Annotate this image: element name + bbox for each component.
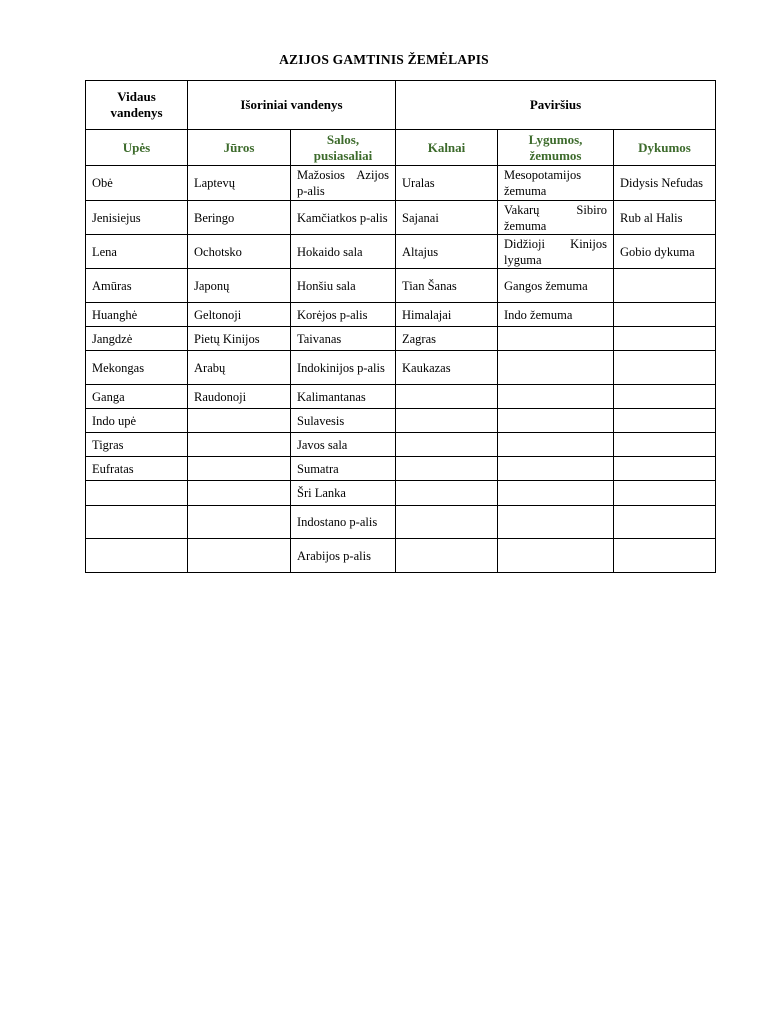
table-cell [498, 481, 614, 506]
table-cell [498, 457, 614, 481]
table-row [86, 506, 716, 539]
table-cell [498, 506, 614, 539]
table-cell: Gangos žemuma [498, 269, 614, 303]
table-cell: Raudonoji [188, 385, 291, 409]
table-cell [188, 506, 291, 539]
table-cell [188, 457, 291, 481]
table-cell [614, 539, 716, 573]
table-cell: Taivanas [291, 327, 396, 351]
table-row [86, 269, 716, 303]
table-cell: Kamčiatkos p-alis [291, 201, 396, 235]
table-cell: Ganga [86, 385, 188, 409]
document-title: AZIJOS GAMTINIS ŽEMĖLAPIS [279, 52, 489, 67]
table-cell [396, 457, 498, 481]
table-row [86, 327, 716, 351]
table-cell: Mažosios Azijos p-alis [291, 166, 396, 201]
table-cell: Didysis Nefudas [614, 166, 716, 201]
table-cell: Indo žemuma [498, 303, 614, 327]
table-row [86, 481, 716, 506]
table-cell [614, 433, 716, 457]
table-cell: Sajanai [396, 201, 498, 235]
column-header-rivers: Upės [86, 130, 188, 166]
table-cell [396, 433, 498, 457]
table-cell [86, 481, 188, 506]
table-row [86, 457, 716, 481]
table-cell: Rub al Halis [614, 201, 716, 235]
table-cell [614, 409, 716, 433]
table-cell: Korėjos p-alis [291, 303, 396, 327]
group-header-outer-waters: Išoriniai vandenys [188, 81, 396, 130]
table-cell: Uralas [396, 166, 498, 201]
table-cell [188, 539, 291, 573]
table-cell [396, 539, 498, 573]
group-header-inner-waters: Vidaus vandenys [86, 81, 188, 130]
table-cell: Pietų Kinijos [188, 327, 291, 351]
table-cell: Mekongas [86, 351, 188, 385]
asia-geography-table [85, 80, 716, 573]
table-cell [86, 539, 188, 573]
column-header-deserts: Dykumos [614, 130, 716, 166]
table-cell [614, 303, 716, 327]
table-cell: Sumatra [291, 457, 396, 481]
table-cell [396, 385, 498, 409]
table-cell: Gobio dykuma [614, 235, 716, 269]
table-cell: Tian Šanas [396, 269, 498, 303]
table-cell: Beringo [188, 201, 291, 235]
table-cell [614, 269, 716, 303]
table-cell [614, 506, 716, 539]
table-cell: Indokinijos p-alis [291, 351, 396, 385]
table-row [86, 303, 716, 327]
table-row [86, 385, 716, 409]
table-row [86, 166, 716, 201]
table-cell: Zagras [396, 327, 498, 351]
table-cell [498, 433, 614, 457]
table-cell [188, 433, 291, 457]
table-cell: Sulavesis [291, 409, 396, 433]
table-cell: Tigras [86, 433, 188, 457]
table-cell [614, 385, 716, 409]
group-header-surface: Paviršius [396, 81, 716, 130]
table-cell: Geltonoji [188, 303, 291, 327]
table-cell: Arabijos p-alis [291, 539, 396, 573]
table-cell: Laptevų [188, 166, 291, 201]
table-row [86, 433, 716, 457]
table-cell: Šri Lanka [291, 481, 396, 506]
table-cell [396, 409, 498, 433]
table-cell: Kalimantanas [291, 385, 396, 409]
table-cell: Arabų [188, 351, 291, 385]
table-cell: Himalajai [396, 303, 498, 327]
table-cell [498, 409, 614, 433]
column-header-mountains: Kalnai [396, 130, 498, 166]
table-cell [614, 481, 716, 506]
table-cell [498, 351, 614, 385]
table-cell: Altajus [396, 235, 498, 269]
table-cell: Vakarų Sibiro žemuma [498, 201, 614, 235]
table-cell: Kaukazas [396, 351, 498, 385]
table-cell: Lena [86, 235, 188, 269]
table-cell: Indo upė [86, 409, 188, 433]
group-header-row [86, 81, 716, 130]
table-cell [498, 539, 614, 573]
table-cell: Huanghė [86, 303, 188, 327]
table-cell: Amūras [86, 269, 188, 303]
column-header-lowlands: Lygumos, žemumos [498, 130, 614, 166]
table-cell: Indostano p-alis [291, 506, 396, 539]
table-cell: Didžioji Kinijos lyguma [498, 235, 614, 269]
table-cell [498, 385, 614, 409]
table-cell [614, 457, 716, 481]
table-cell [614, 351, 716, 385]
table-cell [86, 506, 188, 539]
column-header-row [86, 130, 716, 166]
table-row [86, 539, 716, 573]
table-cell: Jangdzė [86, 327, 188, 351]
column-header-seas: Jūros [188, 130, 291, 166]
table-cell: Javos sala [291, 433, 396, 457]
table-row [86, 351, 716, 385]
table-cell [614, 327, 716, 351]
table-cell [498, 327, 614, 351]
table-cell [396, 481, 498, 506]
table-cell [396, 506, 498, 539]
table-cell [188, 409, 291, 433]
table-cell: Japonų [188, 269, 291, 303]
table-cell [188, 481, 291, 506]
table-cell: Eufratas [86, 457, 188, 481]
table-cell: Jenisiejus [86, 201, 188, 235]
table-row [86, 409, 716, 433]
table-row [86, 235, 716, 269]
table-cell: Honšiu sala [291, 269, 396, 303]
table-row [86, 201, 716, 235]
table-cell: Mesopotamijos žemuma [498, 166, 614, 201]
table-cell: Hokaido sala [291, 235, 396, 269]
column-header-islands: Salos, pusiasaliai [291, 130, 396, 166]
table-cell: Obė [86, 166, 188, 201]
table-cell: Ochotsko [188, 235, 291, 269]
